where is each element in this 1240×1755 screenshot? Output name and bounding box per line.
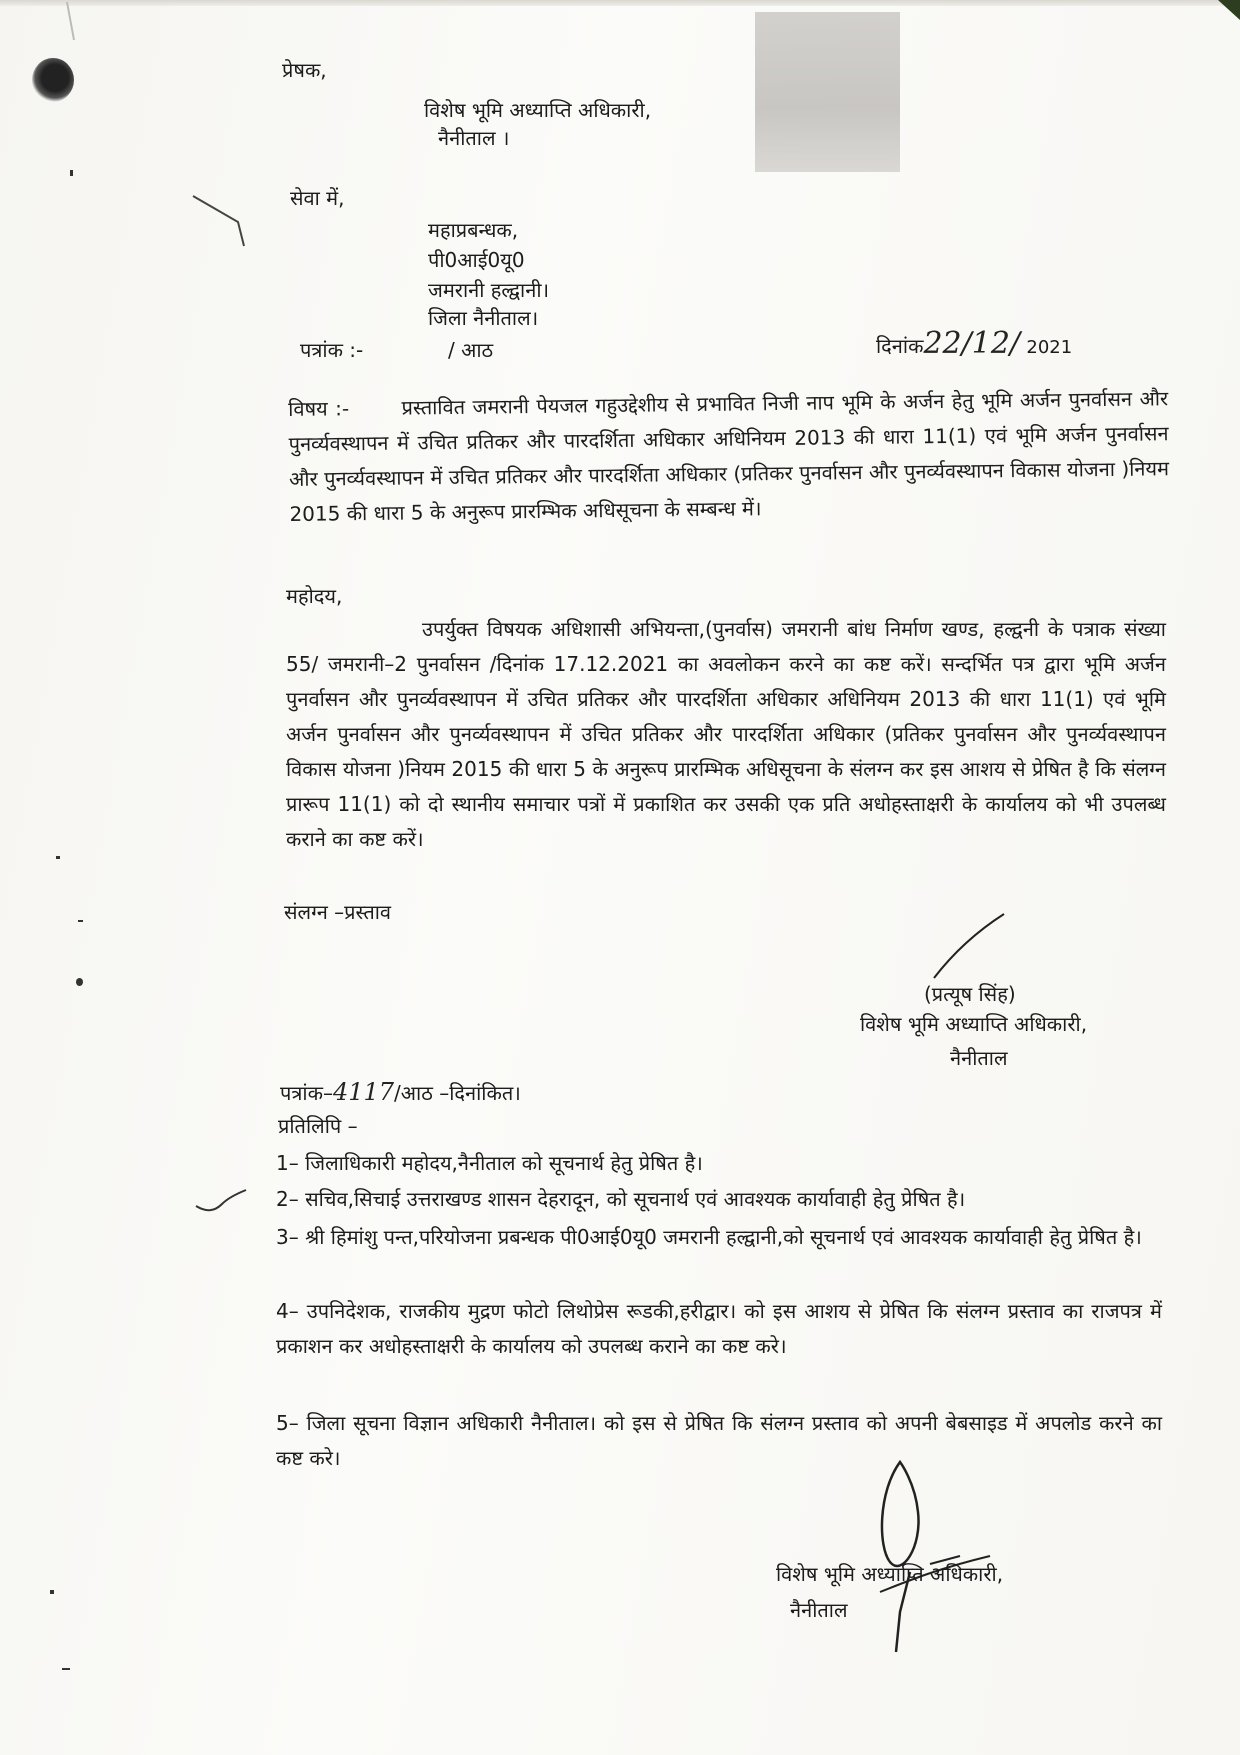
subject-block — [288, 381, 1170, 532]
subject-text: प्रस्तावित जमरानी पेयजल गहुउद्देशीय से प्रभावित निजी नाप भूमि के अर्जन हेतु भूमि अर्जन पुनर्वासन और पुनर्व्यवस्थापन में उचित प्रतिकर और पारदर्शिता अधिकार अधिनियम 2013 की धारा 11(1) एवं भूमि अर्जन पुनर्वासन और पुनर्व्यवस्थापन में उचित प्रतिकर और पारदर्शिता अधिकार (प्रतिकर पुनर्वासन और पुनर्व्यवस्थापन विकास योजना )नियम 2015 की धारा 5 के अनुरूप प्रारम्भिक अधिसूचना के सम्बन्ध में। — [288, 386, 1170, 526]
body-paragraph: उपर्युक्त विषयक अधिशासी अभियन्ता,(पुनर्वास) जमरानी बांध निर्माण खण्ड, हल्द्वनी के पत्राक संख्या 55/ जमरानी–2 पुनर्वासन /दिनांक 17.12.2021 का अवलोकन करने का कष्ट करें। सन्दर्भित पत्र द्वारा भूमि अर्जन पुनर्वासन और पुनर्व्यवस्थापन में उचित प्रतिकर और पारदर्शिता अधिकार अधिनियम 2013 की धारा 11(1) एवं भूमि अर्जन पुनर्वासन और पुनर्व्यवस्थापन में उचित प्रतिकर और पारदर्शिता अधिकार (प्रतिकर पुनर्वासन और पुनर्व्यवस्थापन विकास योजना )नियम 2015 की धारा 5 के अनुरूप प्रारम्भिक अधिसूचना के संलग्न कर इस आशय से प्रेषित है कि संलग्न प्रारूप 11(1) को दो स्थानीय समाचार पत्रों में प्रकाशित कर उसकी एक प्रति अधोहस्ताक्षरी के कार्यालय को भी उपलब्ध कराने का कष्ट करें। — [286, 617, 1166, 851]
date-handwritten: 22/12/ — [923, 326, 1021, 361]
sender-designation: विशेष भूमि अध्याप्ति अधिकारी, — [424, 98, 652, 122]
copy-item: 1– जिलाधिकारी महोदय,नैनीताल को सूचनार्थ हेतु प्रेषित है। — [276, 1151, 703, 1175]
enclosure-line: संलग्न –प्रस्ताव — [284, 900, 392, 924]
footer-place: नैनीताल — [790, 1598, 848, 1622]
sender-place: नैनीताल । — [438, 126, 510, 150]
footer-designation: विशेष भूमि अध्याप्ति अधिकारी, — [776, 1562, 1004, 1586]
copy-item: 2– सचिव,सिचाई उत्तराखण्ड शासन देहरादून, को सूचनार्थ एवं आवश्यक कार्यावाही हेतु प्रेषित है। — [276, 1187, 966, 1211]
date-block — [876, 326, 1073, 362]
copy-item: 5– जिला सूचना विज्ञान अधिकारी नैनीताल। को इस से प्रेषित कि संलग्न प्रस्ताव को अपनी बेबसाइड में अपलोड करने का कष्ट करे। — [276, 1411, 1162, 1470]
copy-heading: प्रतिलिपि – — [278, 1114, 358, 1138]
subject-label: विषय :- — [288, 396, 350, 421]
copy-patrank-label: पत्रांक– — [280, 1081, 333, 1105]
copy-patrank-handwritten: 4117 — [332, 1078, 395, 1106]
margin-tick-mark — [196, 1188, 256, 1218]
signatory-designation: विशेष भूमि अध्याप्ति अधिकारी, — [860, 1012, 1088, 1036]
recipient-label: सेवा में, — [290, 186, 345, 210]
signatory-place: नैनीताल — [950, 1046, 1008, 1070]
recipient-district: जिला नैनीताल। — [428, 306, 539, 330]
copy-item: 4– उपनिदेशक, राजकीय मुद्रण फोटो लिथोप्रेस रूडकी,हरीद्वार। को इस आशय से प्रेषित कि संलग्न प्रस्ताव का राजपत्र में प्रकाशन कर अधोहस्ताक्षरी के कार्यालय को उपलब्ध कराने का कष्ट करे। — [276, 1299, 1162, 1358]
signature-stroke-1 — [934, 912, 1014, 982]
recipient-designation: महाप्रबन्धक, — [428, 218, 519, 242]
recipient-address: जमरानी हल्द्वानी। — [428, 278, 550, 302]
copy-item: 3– श्री हिमांशु पन्त,परियोजना प्रबन्धक पी0आई0यू0 जमरानी हल्द्वानी,को सूचनार्थ एवं आवश्यक कार्यावाही हेतु प्रेषित है। — [276, 1225, 1142, 1249]
date-label: दिनांक — [876, 334, 924, 358]
patrank-label: पत्रांक :- — [300, 338, 364, 362]
signature-stroke-2 — [860, 1452, 1000, 1652]
copy-patrank: पत्रांक–4117/आठ –दिनांकित। — [280, 1078, 521, 1106]
date-year: 2021 — [1026, 337, 1073, 358]
copy-patrank-rest: आठ –दिनांकित। — [400, 1081, 521, 1105]
patrank-value: / आठ — [448, 338, 494, 362]
recipient-office: पी0आई0यू0 — [428, 248, 525, 272]
salutation: महोदय, — [286, 584, 343, 608]
sender-label: प्रेषक, — [282, 58, 327, 82]
signatory-name: (प्रत्यूष सिंह) — [924, 982, 1016, 1006]
